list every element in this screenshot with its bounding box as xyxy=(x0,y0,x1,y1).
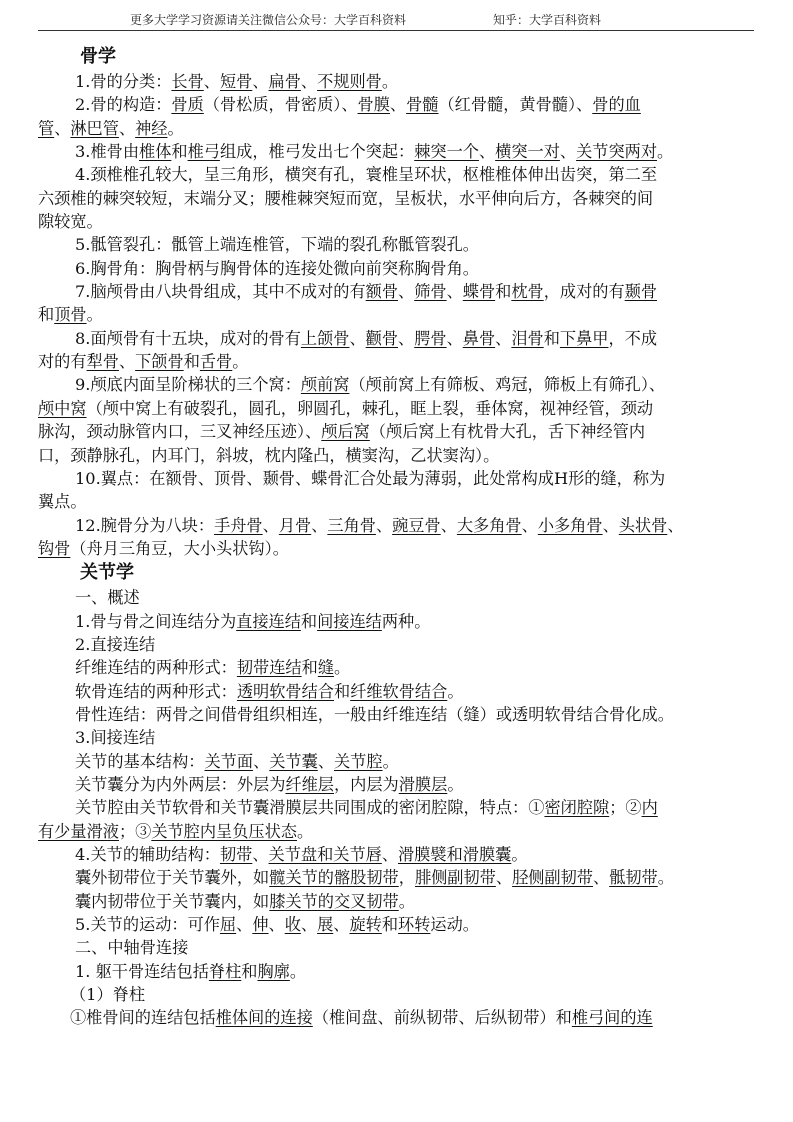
text-run: 2.骨的构造： xyxy=(75,95,172,115)
text-run: 软骨连结的两种形式： xyxy=(75,681,237,701)
text-run: 囊外韧带位于关节囊外，如 xyxy=(75,868,270,888)
text-run: 纤维连结的两种形式： xyxy=(75,658,237,678)
underlined-term: 滑膜襞和滑膜囊 xyxy=(398,845,512,864)
paragraph xyxy=(38,796,756,819)
underlined-term: 纤维软骨结合 xyxy=(350,681,448,701)
text-run: 和 xyxy=(241,961,258,981)
text-run: 8.面颅骨有十五块，成对的骨有 xyxy=(75,328,301,348)
underlined-term: 淋巴管 xyxy=(70,118,119,138)
text-run: 、 xyxy=(389,95,407,115)
underlined-term: 髋关节的髂股韧带 xyxy=(269,868,399,888)
text-run: 。 xyxy=(86,305,103,325)
text-run: 和 xyxy=(334,681,351,701)
text-run: 、 xyxy=(398,328,415,348)
text-run: 组成，椎弓发出七个突起： xyxy=(219,142,415,162)
text-run: 、 xyxy=(446,328,463,348)
underlined-term: 韧带连结 xyxy=(236,658,302,678)
paragraph: 翼点。 xyxy=(38,492,87,512)
underlined-term: 关节盘和关节唇 xyxy=(268,845,382,864)
section-title-bones: 骨学 xyxy=(80,46,116,67)
paragraph xyxy=(38,750,756,773)
text-run: 、 xyxy=(203,72,220,91)
text-run: 、 xyxy=(521,515,538,535)
text-run: 、 xyxy=(268,915,285,935)
underlined-term: 关节面 xyxy=(204,751,254,771)
paragraph xyxy=(38,960,756,983)
subheading: 3.间接连结 xyxy=(75,728,156,748)
text-run: ，成对的有 xyxy=(543,282,625,302)
subheading: （1）脊柱 xyxy=(70,985,146,1005)
text-run: 关节的基本结构： xyxy=(75,751,205,771)
underlined-term: 下颌骨 xyxy=(135,352,184,372)
text-run: 关节囊分为内外两层：外层为 xyxy=(75,774,286,794)
text-run: 。 xyxy=(657,142,674,162)
underlined-term: 棘突一个 xyxy=(414,142,479,162)
text-run: 和 xyxy=(300,611,318,631)
underlined-term: 神经 xyxy=(135,118,168,138)
underlined-term: 犁骨 xyxy=(86,352,119,372)
text-run: 、 xyxy=(252,72,269,91)
text-run: 关节腔由关节软骨和关节囊滑膜层共同围成的密闭腔隙，特点：① xyxy=(75,798,545,818)
text-run: 。 xyxy=(382,751,399,771)
text-run: 1. 躯干骨连结包括 xyxy=(75,961,209,981)
text-run: 。 xyxy=(447,681,464,701)
paragraph xyxy=(38,680,756,703)
underlined-term: 透明软骨结合 xyxy=(236,681,334,701)
paragraph xyxy=(38,913,756,936)
text-run: 、 xyxy=(446,282,463,302)
underlined-term: 腭骨 xyxy=(414,328,447,348)
text-run: （红骨髓，黄骨髓）、 xyxy=(438,95,593,115)
underlined-term: 旋转 xyxy=(349,915,382,935)
subheading: 2.直接连结 xyxy=(75,634,156,654)
paragraph xyxy=(38,890,756,913)
paragraph: 隙较宽。 xyxy=(38,212,103,232)
document-body xyxy=(38,44,756,1030)
text-run: 。 xyxy=(657,868,674,888)
underlined-term: 胫侧副韧带 xyxy=(512,868,593,888)
text-run: 1.骨的分类： xyxy=(75,72,172,91)
text-run: 5.关节的运动：可作 xyxy=(75,915,220,935)
underlined-term: 直接连结 xyxy=(236,611,301,631)
underlined-term: 收 xyxy=(284,915,301,935)
paragraph xyxy=(38,397,756,420)
underlined-term: 骶韧带 xyxy=(609,868,658,888)
paragraph: 六颈椎的棘突较短，末端分叉；腰椎棘突短而宽，呈板状，水平伸向后方，各棘突的间 xyxy=(38,188,654,208)
underlined-term: 内 xyxy=(641,798,658,818)
text-run: ①椎骨间的连结包括 xyxy=(70,1008,216,1028)
text-run: 、 xyxy=(667,515,684,535)
underlined-term: 月骨 xyxy=(278,515,312,535)
underlined-term: 不规则骨 xyxy=(317,72,382,91)
paragraph xyxy=(38,537,756,560)
text-run: 对的有 xyxy=(38,352,87,372)
paragraph xyxy=(38,350,756,373)
underlined-term: 小多角骨 xyxy=(537,515,603,535)
text-run: 运动。 xyxy=(430,915,479,935)
underlined-term: 额骨 xyxy=(365,282,399,302)
underlined-term: 关节腔 xyxy=(334,751,383,771)
underlined-term: 椎弓 xyxy=(187,142,220,162)
text-run: 。 xyxy=(511,845,528,864)
underlined-term: 滑膜层 xyxy=(398,774,448,794)
text-run: 和 xyxy=(38,305,55,325)
underlined-term: 钩骨 xyxy=(38,538,71,558)
text-run: 1.骨与骨之间连结分为 xyxy=(75,611,237,631)
text-run: 、 xyxy=(333,915,350,935)
text-run: ， xyxy=(398,868,415,888)
underlined-term: 下鼻甲 xyxy=(559,328,609,348)
text-run: 、 xyxy=(317,751,334,771)
paragraph xyxy=(38,420,756,443)
paragraph xyxy=(38,1006,756,1029)
header-wechat-note: 更多大学学习资源请关注微信公众号：大学百科资料 xyxy=(130,13,407,27)
underlined-term: 蝶骨 xyxy=(462,282,496,302)
text-run: 和 xyxy=(381,915,399,935)
paragraph: 口，颈静脉孔，内耳门，斜坡，枕内隆凸，横窦沟，乙状窦沟）。 xyxy=(38,445,500,465)
text-run: 。 xyxy=(447,774,464,794)
text-run: 、 xyxy=(253,751,270,771)
underlined-term: 骨质 xyxy=(171,95,204,115)
paragraph: 骨性连结：两骨之间借骨组织相连，一般由纤维连结（缝）或透明软骨结合骨化成。 xyxy=(75,704,674,724)
paragraph xyxy=(38,843,756,866)
paragraph xyxy=(38,373,756,396)
text-run: 、 xyxy=(381,845,399,864)
underlined-term: 有少量滑液 xyxy=(38,821,119,841)
paragraph xyxy=(38,280,756,303)
text-run: 、 xyxy=(398,282,415,302)
text-run: ；② xyxy=(609,798,642,818)
text-run: 、 xyxy=(440,515,457,535)
paragraph xyxy=(38,866,756,889)
text-run: （颅中窝上有破裂孔，圆孔，卵圆孔，棘孔，眶上裂，垂体窝，视神经管，颈动 xyxy=(86,398,654,418)
text-run: 和 xyxy=(543,328,560,348)
text-run: 囊内韧带位于关节囊内，如 xyxy=(75,891,270,911)
text-run: 、 xyxy=(118,352,136,372)
underlined-term: 手舟骨 xyxy=(214,515,263,535)
section-title-joints: 关节学 xyxy=(80,562,134,584)
text-run: 、 xyxy=(311,515,328,535)
text-run: 、 xyxy=(495,328,512,348)
paragraph xyxy=(38,117,756,140)
underlined-term: 颅中窝 xyxy=(38,398,87,418)
underlined-term: 环转 xyxy=(398,915,431,935)
paragraph: 10.翼点：在额骨、顶骨、颞骨、蝶骨汇合处最为薄弱，此处常构成H形的缝，称为 xyxy=(75,468,666,488)
paragraph xyxy=(38,93,756,116)
text-run: 和 xyxy=(183,352,200,372)
text-run: 、 xyxy=(300,915,318,935)
text-run: 、 xyxy=(236,915,253,935)
underlined-term: 大多角骨 xyxy=(456,515,522,535)
underlined-term: 豌豆骨 xyxy=(392,515,441,535)
text-run: 。 xyxy=(381,72,399,91)
text-run: （颅前窝上有筛板、鸡冠，筛板上有筛孔）、 xyxy=(349,375,666,395)
paragraph: 6.胸骨角：胸骨柄与胸骨体的连接处微向前突称胸骨角。 xyxy=(75,258,479,278)
text-run: 脉沟，颈动脉管内口，三叉神经压迹）、 xyxy=(38,422,322,442)
underlined-term: 颧骨 xyxy=(365,328,399,348)
paragraph xyxy=(38,70,756,93)
text-run: （舟月三角豆，大小头状钩）。 xyxy=(70,538,289,558)
text-run: 。 xyxy=(297,821,314,841)
underlined-term: 颞骨 xyxy=(624,282,658,302)
underlined-term: 韧带 xyxy=(219,845,253,864)
underlined-term: 椎体间的连接 xyxy=(215,1008,313,1028)
underlined-term: 关节突两对 xyxy=(576,142,658,162)
text-run: 。 xyxy=(232,352,249,372)
text-run: 7.脑颅骨由八块骨组成，其中不成对的有 xyxy=(75,282,366,302)
text-run: 3.椎骨由 xyxy=(75,142,140,162)
text-run: 、 xyxy=(375,515,393,535)
underlined-term: 颅前窝 xyxy=(300,375,350,395)
text-run: （颅后窝上有枕骨大孔，舌下神经管内 xyxy=(369,422,646,442)
underlined-term: 脊柱 xyxy=(208,961,242,981)
text-run: 、 xyxy=(593,868,610,888)
underlined-term: 纤维层 xyxy=(285,774,334,794)
underlined-term: 顶骨 xyxy=(54,305,87,325)
underlined-term: 椎弓间的连 xyxy=(571,1008,653,1028)
text-run: 、 xyxy=(602,515,619,535)
underlined-term: 间接连结 xyxy=(317,611,382,631)
text-run: 、 xyxy=(118,118,136,138)
text-run: 。 xyxy=(398,891,415,911)
paragraph xyxy=(38,820,756,843)
text-run: 、 xyxy=(559,142,577,162)
underlined-term: 扁骨 xyxy=(268,72,301,91)
underlined-term: 缝 xyxy=(317,658,334,678)
text-run: 、 xyxy=(495,868,513,888)
text-run: 4.关节的辅助结构： xyxy=(75,845,220,864)
text-run: （椎间盘、前纵韧带、后纵韧带）和 xyxy=(312,1008,572,1028)
paragraph xyxy=(38,656,756,679)
text-run: ，内层为 xyxy=(334,774,399,794)
text-run: 、 xyxy=(252,845,269,864)
text-run: 和 xyxy=(301,658,318,678)
underlined-term: 展 xyxy=(317,915,334,935)
text-run: （骨松质，骨密质）、 xyxy=(203,95,358,115)
text-run: 和 xyxy=(495,282,512,302)
text-run: 。 xyxy=(334,658,351,678)
paragraph xyxy=(38,140,756,163)
underlined-term: 伸 xyxy=(252,915,269,935)
text-run: 、 xyxy=(349,328,366,348)
underlined-term: 椎体 xyxy=(139,142,172,162)
subheading: 一、概述 xyxy=(75,588,140,608)
underlined-term: 颅后窝 xyxy=(321,422,370,442)
underlined-term: 长骨 xyxy=(171,72,204,91)
text-run: 。 xyxy=(167,118,184,138)
underlined-term: 枕骨 xyxy=(511,282,544,302)
underlined-term: 泪骨 xyxy=(511,328,544,348)
text-run: 9.颅底内面呈阶梯状的三个窝： xyxy=(75,375,301,395)
paragraph xyxy=(38,773,756,796)
underlined-term: 骨膜 xyxy=(357,95,390,115)
text-run: 、 xyxy=(262,515,279,535)
text-run: 、 xyxy=(54,118,71,138)
paragraph: 4.颈椎椎孔较大，呈三角形，横突有孔，寰椎呈环状，枢椎椎体伸出齿突，第二至 xyxy=(75,165,658,185)
subheading: 二、中轴骨连接 xyxy=(75,938,189,958)
underlined-term: 腓侧副韧带 xyxy=(414,868,496,888)
paragraph xyxy=(38,610,756,633)
underlined-term: 骨髓 xyxy=(406,95,439,115)
underlined-term: 头状骨 xyxy=(618,515,668,535)
header-zhihu-note: 知乎：大学百科资料 xyxy=(493,13,602,27)
underlined-term: 密闭腔隙 xyxy=(544,798,610,818)
underlined-term: 上颌骨 xyxy=(300,328,350,348)
underlined-term: 胸廓 xyxy=(257,961,290,981)
underlined-term: 屈 xyxy=(219,915,237,935)
text-run: ，不成 xyxy=(608,328,658,348)
underlined-term: 关节囊 xyxy=(269,751,318,771)
underlined-term: 短骨 xyxy=(219,72,253,91)
text-run: ；③ xyxy=(118,821,152,841)
underlined-term: 舌骨 xyxy=(199,352,233,372)
text-run: 两种。 xyxy=(381,611,431,631)
text-run: 、 xyxy=(300,72,318,91)
underlined-term: 骨的血 xyxy=(592,95,641,115)
underlined-term: 膝关节的交叉韧带 xyxy=(269,891,399,911)
text-run: 。 xyxy=(289,961,307,981)
paragraph xyxy=(38,303,756,326)
text-run: 、 xyxy=(478,142,496,162)
underlined-term: 横突一对 xyxy=(495,142,560,162)
underlined-term: 筛骨 xyxy=(414,282,447,302)
paragraph xyxy=(38,514,756,537)
page-header xyxy=(38,8,754,31)
underlined-term: 关节腔内呈负压状态 xyxy=(151,821,297,841)
paragraph: 5.骶管裂孔：骶管上端连椎管，下端的裂孔称骶管裂孔。 xyxy=(75,235,479,255)
text-run: 12.腕骨分为八块： xyxy=(75,515,215,535)
paragraph xyxy=(38,327,756,350)
underlined-term: 管 xyxy=(38,118,55,138)
underlined-term: 三角骨 xyxy=(327,515,376,535)
underlined-term: 鼻骨 xyxy=(462,328,496,348)
text-run: 和 xyxy=(171,142,188,162)
